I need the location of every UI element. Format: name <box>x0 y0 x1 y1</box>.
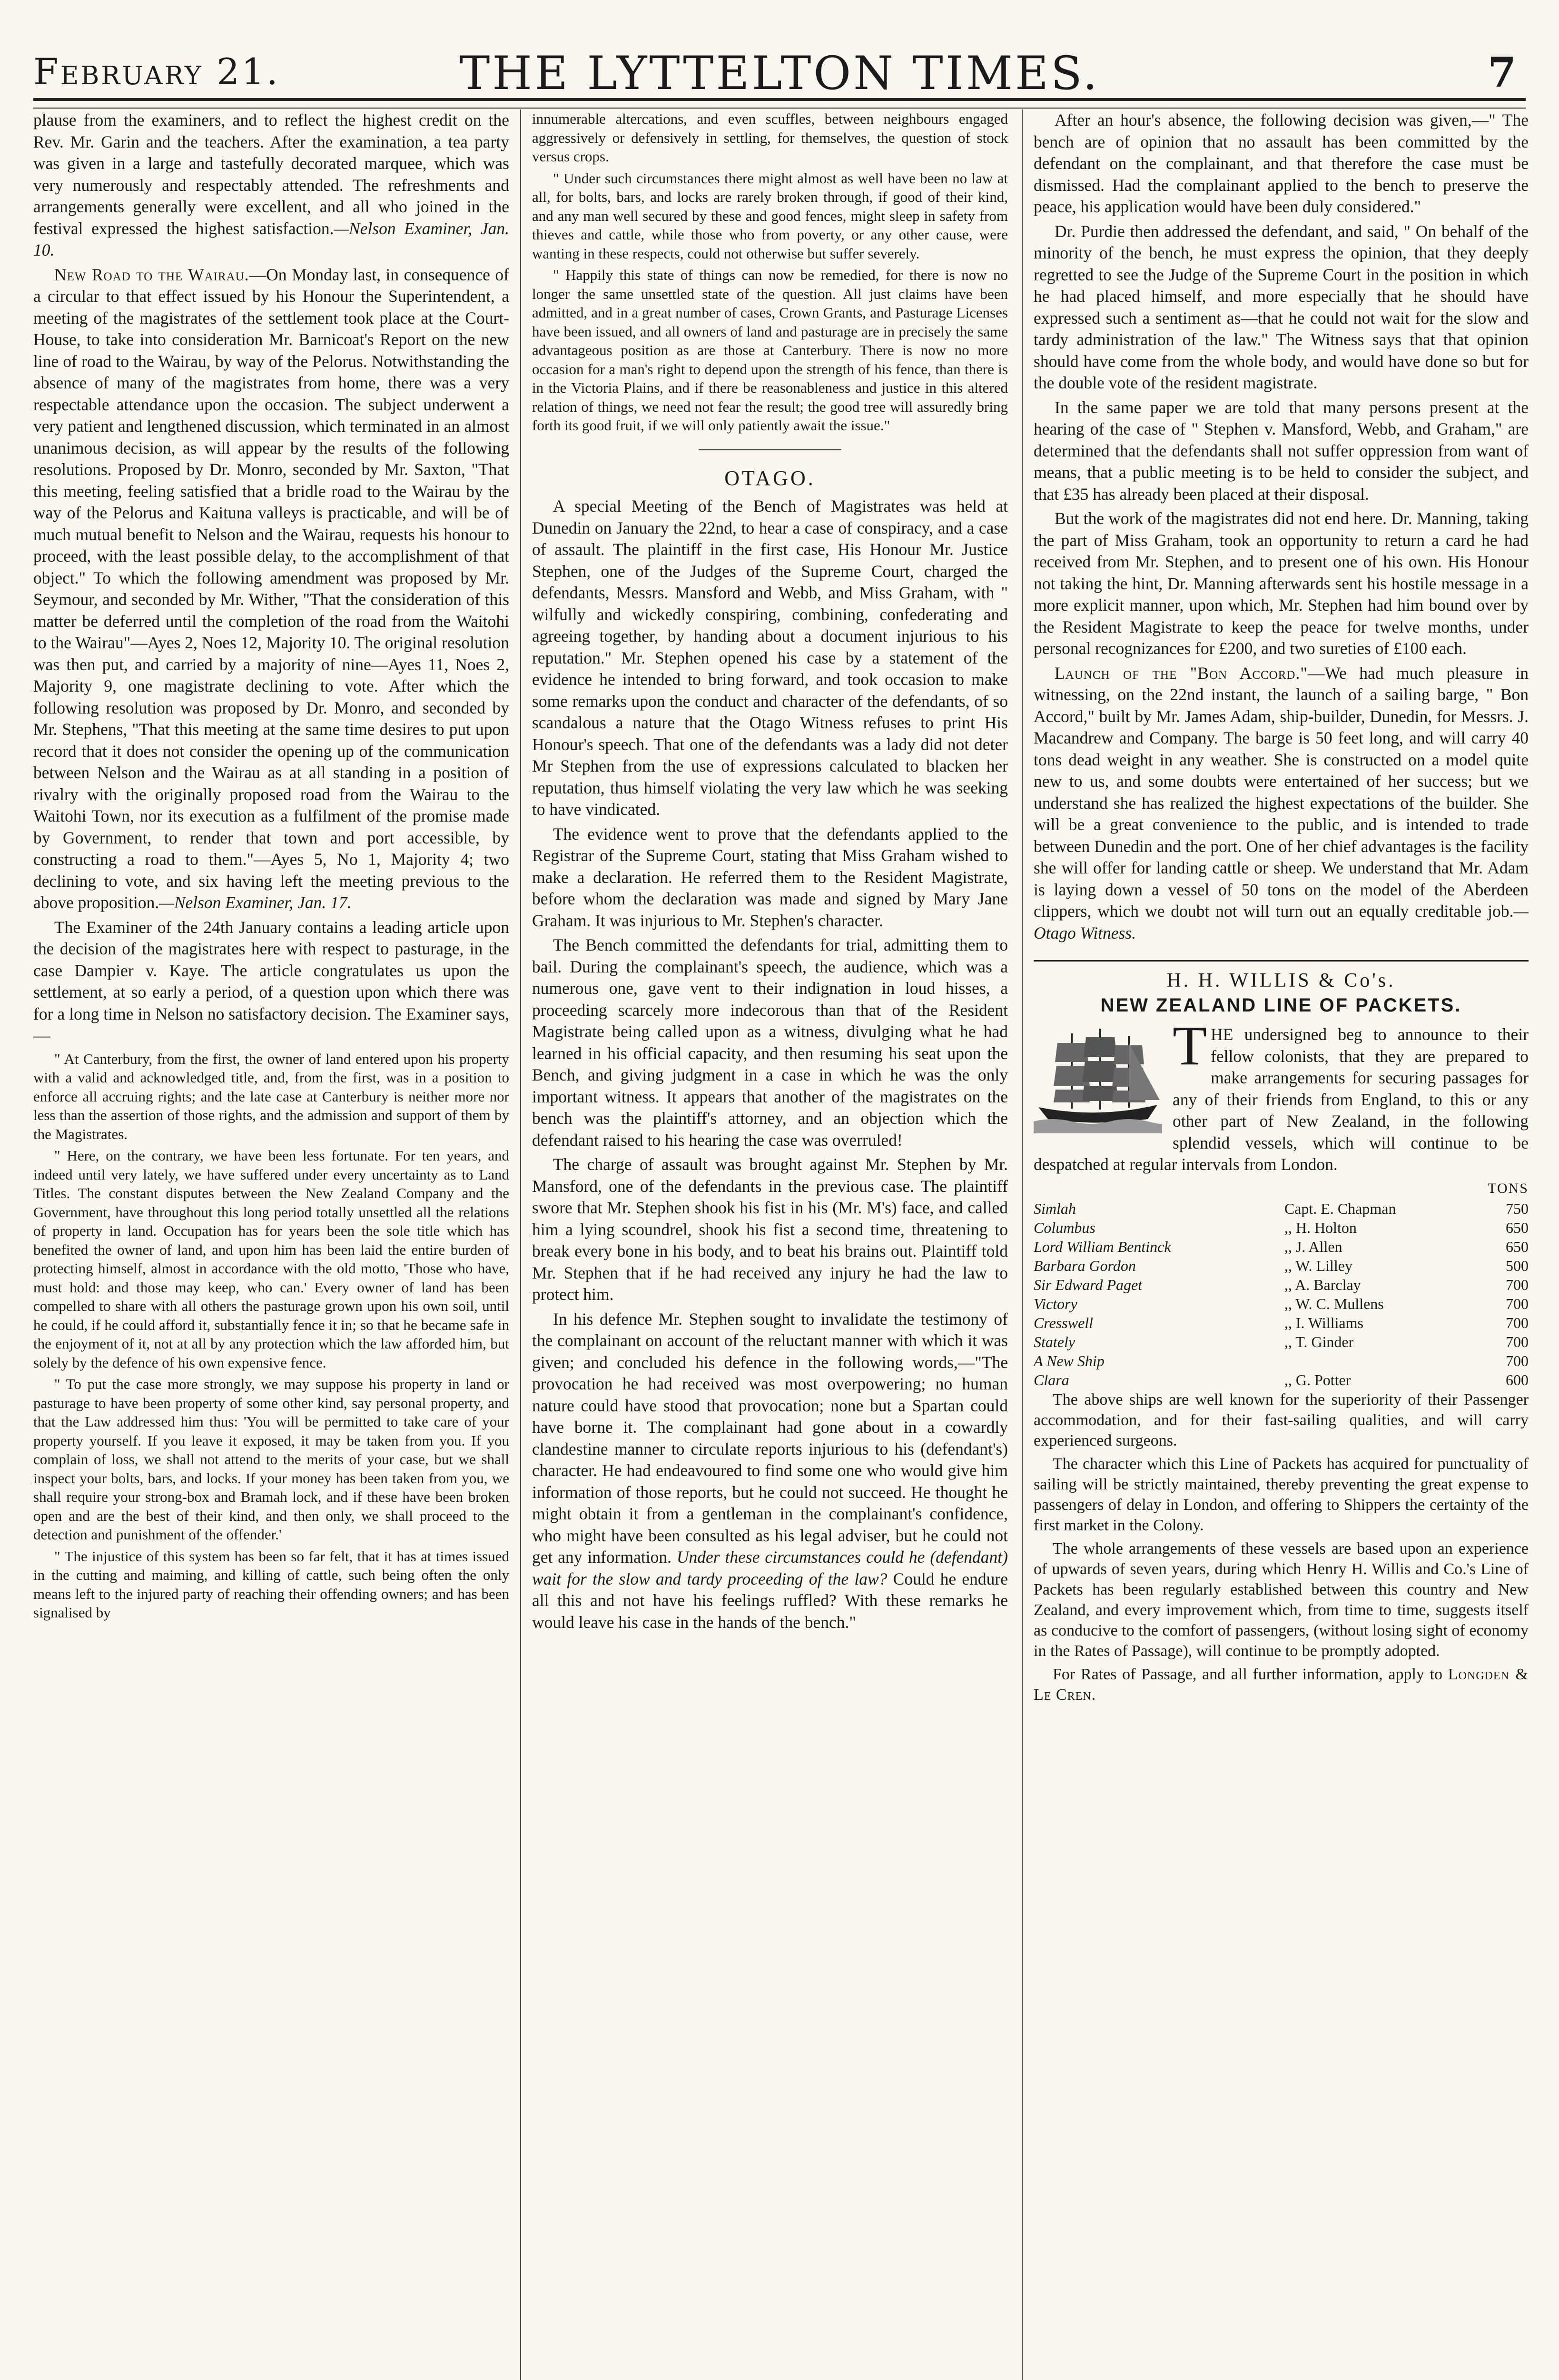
article-paragraph: plause from the examiners, and to reflect the highest credit on the Rev. Mr. Garin and the teachers. After the examination, a tea party was given in a large and tastefully decorated marquee, which was very numerously and respectably attended. The refreshments and arrangements generally were excellent, and all who joined in the festival expressed the highest satisfaction.—Nelson Examiner, Jan. 10. <box>33 110 509 259</box>
advert-paragraph: For Rates of Passage, and all further information, apply to Longden & Le Cren. <box>1034 1666 1529 1704</box>
advert-paragraph: The whole arrangements of these vessels are based upon an experience of upwards of seven years, during which Henry H. Willis and Co.'s Line of Packets has been regularly established between this country and New Zealand, and every improvement which, from time to time, suggests itself as conducive to the comfort of passengers, (without losing sight of economy in the Rates of Passage), will continue to be promptly adopted. <box>1034 1540 1529 1660</box>
article-paragraph: The Bench committed the defendants for trial, admitting them to bail. During the complainant's speech, the audience, which was a numerous one, gave vent to their indignation in loud hisses, a proceeding scarcely more indecorous than that of the Resident Magistrate being called upon as a witness, divulging what he had learned in his official capacity, and then resuming his seat upon the Bench, and giving judgment in a case in which he was the only important witness. It appears that another of the magistrates on the bench was the plaintiff's attorney, and an objection which the defendant raised to his hearing the case was overruled! <box>532 935 1008 1150</box>
vessel-tons: 700 <box>1506 1276 1529 1293</box>
column-3 <box>1034 109 1529 2380</box>
tons-column-header: TONS <box>1488 1180 1529 1196</box>
vessel-captain: ,, H. Holton <box>1284 1219 1357 1236</box>
vessel-row <box>1034 1332 1529 1351</box>
vessel-captain: ,, W. C. Mullens <box>1284 1295 1384 1312</box>
article-paragraph: But the work of the magistrates did not end here. Dr. Manning, taking the part of Miss Graham, took an opportunity to return a card he had received from Mr. Stephen, and to present one of his own. His Honour not taking the hint, Dr. Manning afterwards sent his hostile message in a more explicit manner, upon which, Mr. Stephen had him bound over by the Resident Magistrate to keep the peace for twelve months, under personal recognizances for £200, and two sureties of £100 each. <box>1034 509 1529 658</box>
article-paragraph: The charge of assault was brought against Mr. Stephen by Mr. Mansford, one of the defendants in the previous case. The plaintiff swore that Mr. Stephen shook his fist in his (Mr. M's) face, and called him a lying scoundrel, shook his fist a second time, threatening to break every bone in his body, and to beat his brains out. Plaintiff told Mr. Stephen that if he had received any injury he had the law to protect him. <box>532 1155 1008 1304</box>
vessel-tons: 650 <box>1506 1219 1529 1236</box>
vessel-row <box>1034 1294 1529 1313</box>
vessel-captain: ,, J. Allen <box>1284 1238 1342 1255</box>
vessel-name: Cresswell <box>1034 1314 1094 1331</box>
vessel-tons: 700 <box>1506 1333 1529 1350</box>
vessel-tons: 600 <box>1506 1371 1529 1388</box>
article-paragraph: The evidence went to prove that the defendants applied to the Registrar of the Supreme Court, stating that Miss Graham wished to make a declaration. He referred them to the Resident Magistrate, before whom the declaration was made and signed by Mary Jane Graham. It was injurious to Mr. Stephen's character. <box>532 824 1008 930</box>
vessel-name: A New Ship <box>1034 1352 1105 1369</box>
masthead <box>33 17 1526 98</box>
vessel-tons: 750 <box>1506 1200 1529 1217</box>
vessel-name: Victory <box>1034 1295 1077 1312</box>
vessel-name: Stately <box>1034 1333 1076 1350</box>
otago-heading: OTAGO. <box>724 466 816 490</box>
article-paragraph: Launch of the "Bon Accord."—We had much pleasure in witnessing, on the 22nd instant, the launch of a sailing barge, " Bon Accord," built by Mr. James Adam, ship-builder, Dunedin, for Messrs. J. Macandrew and Company. The barge is 50 feet long, and will carry 40 tons dead weight in any weather. She is constructed on a model quite new to us, and some doubts were entertained of her success; but we understand she has realized the highest expectations of the builder. She will be a great convenience to the public, and is intended to trade between Dunedin and the port. One of her chief advantages is the facility she will offer for landing cattle or sheep. We understand that Mr. Adam is laying down a vessel of 50 tons on the model of the Aberdeen clippers, which we doubt not will turn out an equally creditable job.—Otago Witness. <box>1034 663 1529 942</box>
vessel-captain: ,, T. Ginder <box>1284 1333 1354 1350</box>
quote-paragraph: " Happily this state of things can now be remedied, for there is now no longer the same unsettled state of the question. All just claims have been admitted, and in a great number of cases, Crown Grants, and Pasturage Licenses have been issued, and all owners of land and pasturage are in precisely the same advantageous position as are those at Canterbury. There is now no more occasion for a man's right to depend upon the strength of his fence, than there is in the Victoria Plains, and if there be reasonableness and justice in this altered relation of things, we need not fear the result; the good tree will assuredly bring forth its good fruit, if we will only patiently await the issue." <box>532 267 1008 434</box>
article-heading: New Road to the Wairau. <box>54 265 249 284</box>
article-paragraph: In his defence Mr. Stephen sought to invalidate the testimony of the complainant on account of the reluctant manner with which it was given; and concluded his defence in the following words,—"The provocation he had received was most overpowering; no human nature could have stood that provocation; none but a Spartan could have borne it. The complainant had gone about in a cowardly clandestine manner to circulate reports injurious to his (defendant's) character. He had endeavoured to find some one who would give him information of those reports, but he could not succeed. He thought he might obtain it from a gentleman in the complainant's confidence, who might have been consulted as his legal adviser, but he could not get any information. Under these circumstances could he (defendant) wait for the slow and tardy proceeding of the law? Could he endure all this and not have his feelings ruffled? With these remarks he would leave his case in the hands of the bench." <box>532 1309 1008 1632</box>
vessel-captain: ,, W. Lilley <box>1284 1257 1352 1274</box>
advert-paragraph: The character which this Line of Packets has acquired for punctuality of sailing will be strictly maintained, thereby preventing the great expense to passengers of delay in London, and offering to Shippers the certainty of the first market in the Colony. <box>1034 1455 1529 1534</box>
vessel-row <box>1034 1370 1529 1389</box>
advert-intro-text: HE undersigned beg to announce to their fellow colonists, that they are prepared to make arrangements for securing passages for any of their friends from England, to this or any other part of New Zealand, in the following splendid vessels, which will continue to be despatched at regular intervals from London. <box>1034 1025 1529 1174</box>
quote-paragraph: " Under such circumstances there might almost as well have been no law at all, for bolts, bars, and locks are rarely broken through, if good of their kind, and any man well secured by these and good fences, might sleep in safety from thieves and cattle, while those who from poverty, or any other cause, were wanting in these respects, could not otherwise but suffer severely. <box>532 169 1008 262</box>
packet-advertisement <box>1034 960 1529 1705</box>
article-heading: Launch of the "Bon Accord." <box>1055 663 1308 683</box>
article-paragraph: New Road to the Wairau.—On Monday last, in consequence of a circular to that effect issued by his Honour the Superintendent, a meeting of the magistrates of the settlement took place at the Court-House, to take into consideration Mr. Barnicoat's Report on the new line of road to the Wairau, by way of the Pelorus. Notwithstanding the absence of many of the magistrates from home, there was a very respectable attendance upon the occasion. The subject underwent a very patient and lengthened discussion, which terminated in an almost unanimous decision, as will appear by the results of the following resolutions. Proposed by Dr. Monro, seconded by Mr. Saxton, "That this meeting, feeling satisfied that a bridle road to the Wairau by the way of the Pelorus and Kaituna valleys is practicable, and will be of much mutual benefit to Nelson and the Wairau, requests his honour to proceed, with the least possible delay, to the accomplishment of that object." To which the following amendment was proposed by Mr. Seymour, and seconded by Mr. Wither, "That the consideration of this matter be deferred until the completion of the road from the Waitohi to the Wairau"—Ayes 2, Noes 12, Majority 10. The original resolution was then put, and carried by a majority of nine—Ayes 11, Noes 2, Majority 9, one magistrate declining to vote. After which the following resolution was proposed by Dr. Monro, and seconded by Mr. Stephens, "That this meeting at the same time desires to put upon record that it does not consider the opening up of the communication between Nelson and the Wairau as at all standing in a position of rivalry with the originally proposed road from the Wairau to the Waitohi Town, nor its execution as a fulfilment of the promise made by Government, to render that town and port accessible, by constructing a road to them."—Ayes 5, No 1, Majority 4; two declining to vote, and six having left the meeting previous to the above proposition.—Nelson Examiner, Jan. 17. <box>33 265 509 912</box>
vessel-captain: Capt. E. Chapman <box>1284 1200 1396 1217</box>
quote-paragraph: " To put the case more strongly, we may suppose his property in land or pasturage to have been property of some other kind, say personal property, and that the Law addressed him thus: 'You will be permitted to take care of your property yourself. If you leave it exposed, it may be taken from you. If you complain of loss, we shall not attend to the merits of your case, but we shall inspect your bolts, bars, and locks. If your money has been taken from you, we shall require your strong-box and Bramah lock, and if these have been broken open and are the best of their kind, and then only, we shall proceed to the detection and punishment of the offender.' <box>33 1376 509 1543</box>
advert-intro <box>1034 1024 1529 1176</box>
quote-paragraph: " Here, on the contrary, we have been less fortunate. For ten years, and indeed until very lately, we have suffered under every uncertainty as to Land Titles. The constant disputes between the New Zealand Company and the Government, have throughout this long period totally unsettled all the relations of property in land. Occupation has for years been the sole title which has benefited the owner of land, and upon him has been laid the entire burden of protecting himself, almost in accordance with the old motto, 'Those who have, must hold: and those may keep, who can.' Every owner of land has been compelled to share with all others the pasturage grown upon his own soil, until he could, if he could afford it, substantially fence it in; so that he became safe in the enjoyment of it, not at all by any protection which the law afforded him, but solely by the defence of his own expensive fence. <box>33 1147 509 1371</box>
agents-name: Longden & Le Cren. <box>1034 1666 1529 1704</box>
drop-capital: T <box>1173 1024 1207 1077</box>
quote-paragraph: " At Canterbury, from the first, the owner of land entered upon his property with a valid and acknowledged title, and, from the first, was in a position to enforce all accruing rights; and the late case at Canterbury is neither more nor less than the assertion of those rights, and the admission and support of them by the Magistrates. <box>33 1050 509 1142</box>
advert-title: H. H. WILLIS & Co's. <box>1166 970 1396 992</box>
vessel-row <box>1034 1256 1529 1275</box>
section-rule <box>699 449 841 450</box>
article-paragraph: A special Meeting of the Bench of Magistrates was held at Dunedin on January the 22nd, to hear a case of conspiracy, and a case of assault. The plaintiff in the first case, His Honour Mr. Justice Stephen, one of the Judges of the Supreme Court, charged the defendants, Messrs. Mansford and Webb, and Miss Graham, with " wilfully and wickedly conspiring, combining, confederating and agreeing together, by handing about a document injurious to his reputation." Mr. Stephen opened his case by a statement of the evidence he intended to bring forward, and took occasion to make some remarks upon the conduct and character of the defendants, of so scandalous a nature that the Otago Witness refuses to print His Honour's speech. That one of the defendants was a lady did not deter Mr Stephen from the use of expressions calculated to blacken her reputation, thus himself violating the very law which he was seeking to have vindicated. <box>532 496 1008 819</box>
issue-date: February 21. <box>33 50 280 93</box>
masthead-rule <box>33 98 1526 109</box>
vessel-tons: 700 <box>1506 1295 1529 1312</box>
sailing-ship-icon <box>1034 1024 1162 1133</box>
vessel-tons: 500 <box>1506 1257 1529 1274</box>
page-number: 7 <box>1488 49 1516 97</box>
vessel-name: Columbus <box>1034 1219 1095 1236</box>
vessel-name: Sir Edward Paget <box>1034 1276 1143 1293</box>
vessel-row <box>1034 1199 1529 1218</box>
quote-paragraph: innumerable altercations, and even scuffles, between neighbours engaged aggressively or defensively in settling, for themselves, the question of stock versus crops. <box>532 110 1008 165</box>
vessel-name: Lord William Bentinck <box>1034 1238 1171 1255</box>
advert-subtitle: NEW ZEALAND LINE OF PACKETS. <box>1100 994 1462 1016</box>
vessel-row <box>1034 1313 1529 1332</box>
vessel-row <box>1034 1351 1529 1370</box>
column-divider <box>1022 109 1023 2380</box>
vessel-row <box>1034 1237 1529 1256</box>
vessel-table <box>1034 1199 1529 1389</box>
vessel-captain <box>1278 1351 1488 1370</box>
column-1 <box>33 109 509 2380</box>
vessel-row <box>1034 1218 1529 1237</box>
article-paragraph: After an hour's absence, the following decision was given,—" The bench are of opinion that no assault has been committed by the defendant on the complainant, and that therefore the case must be dismissed. Had the complainant applied to the bench to preserve the peace, his application would have been duly considered." <box>1034 110 1529 216</box>
vessel-captain: ,, I. Williams <box>1284 1314 1363 1331</box>
newspaper-title: THE LYTTELTON TIMES. <box>459 47 1100 100</box>
article-paragraph: The Examiner of the 24th January contains a leading article upon the decision of the magistrates here with respect to pasturage, in the case Dampier v. Kaye. The article congratulates us upon the settlement, at so early a period, of a question upon which there was for a long time in Nelson no satisfactory decision. The Examiner says,— <box>33 917 509 1045</box>
advert-paragraph: The above ships are well known for the superiority of their Passenger accommodation, and for their fast-sailing qualities, and will carry experienced surgeons. <box>1034 1391 1529 1449</box>
vessel-tons: 700 <box>1506 1352 1529 1369</box>
vessel-tons: 650 <box>1506 1238 1529 1255</box>
vessel-tons: 700 <box>1506 1314 1529 1331</box>
quote-paragraph: " The injustice of this system has been so far felt, that it has at times issued in the cutting and maiming, and killing of cattle, such being often the only means left to the injured party of reaching their offending owners; and has been signalised by <box>33 1547 509 1621</box>
vessel-name: Simlah <box>1034 1200 1076 1217</box>
vessel-name: Clara <box>1034 1371 1069 1388</box>
vessel-name: Barbara Gordon <box>1034 1257 1136 1274</box>
article-paragraph: Dr. Purdie then addressed the defendant, and said, " On behalf of the minority of the bench, he must express the opinion, that they deeply regretted to see the Judge of the Supreme Court in the position in which he had placed himself, and more especially that he should have expressed such a sentiment as—that he could not wait for the slow and tardy administration of the law." The Witness says that that opinion should have come from the whole body, and would have done so but for the double vote of the resident magistrate. <box>1034 221 1529 392</box>
column-divider <box>520 109 521 2380</box>
vessel-captain: ,, A. Barclay <box>1284 1276 1361 1293</box>
article-paragraph: In the same paper we are told that many persons present at the hearing of the case of " Stephen v. Mansford, Webb, and Graham," are determined that the defendants shall not suffer oppression from want of means, that a public meeting is to be held to consider the subject, and that £35 has already been placed at their disposal. <box>1034 397 1529 504</box>
column-2 <box>532 109 1008 2380</box>
vessel-captain: ,, G. Potter <box>1284 1371 1351 1388</box>
vessel-row <box>1034 1275 1529 1294</box>
